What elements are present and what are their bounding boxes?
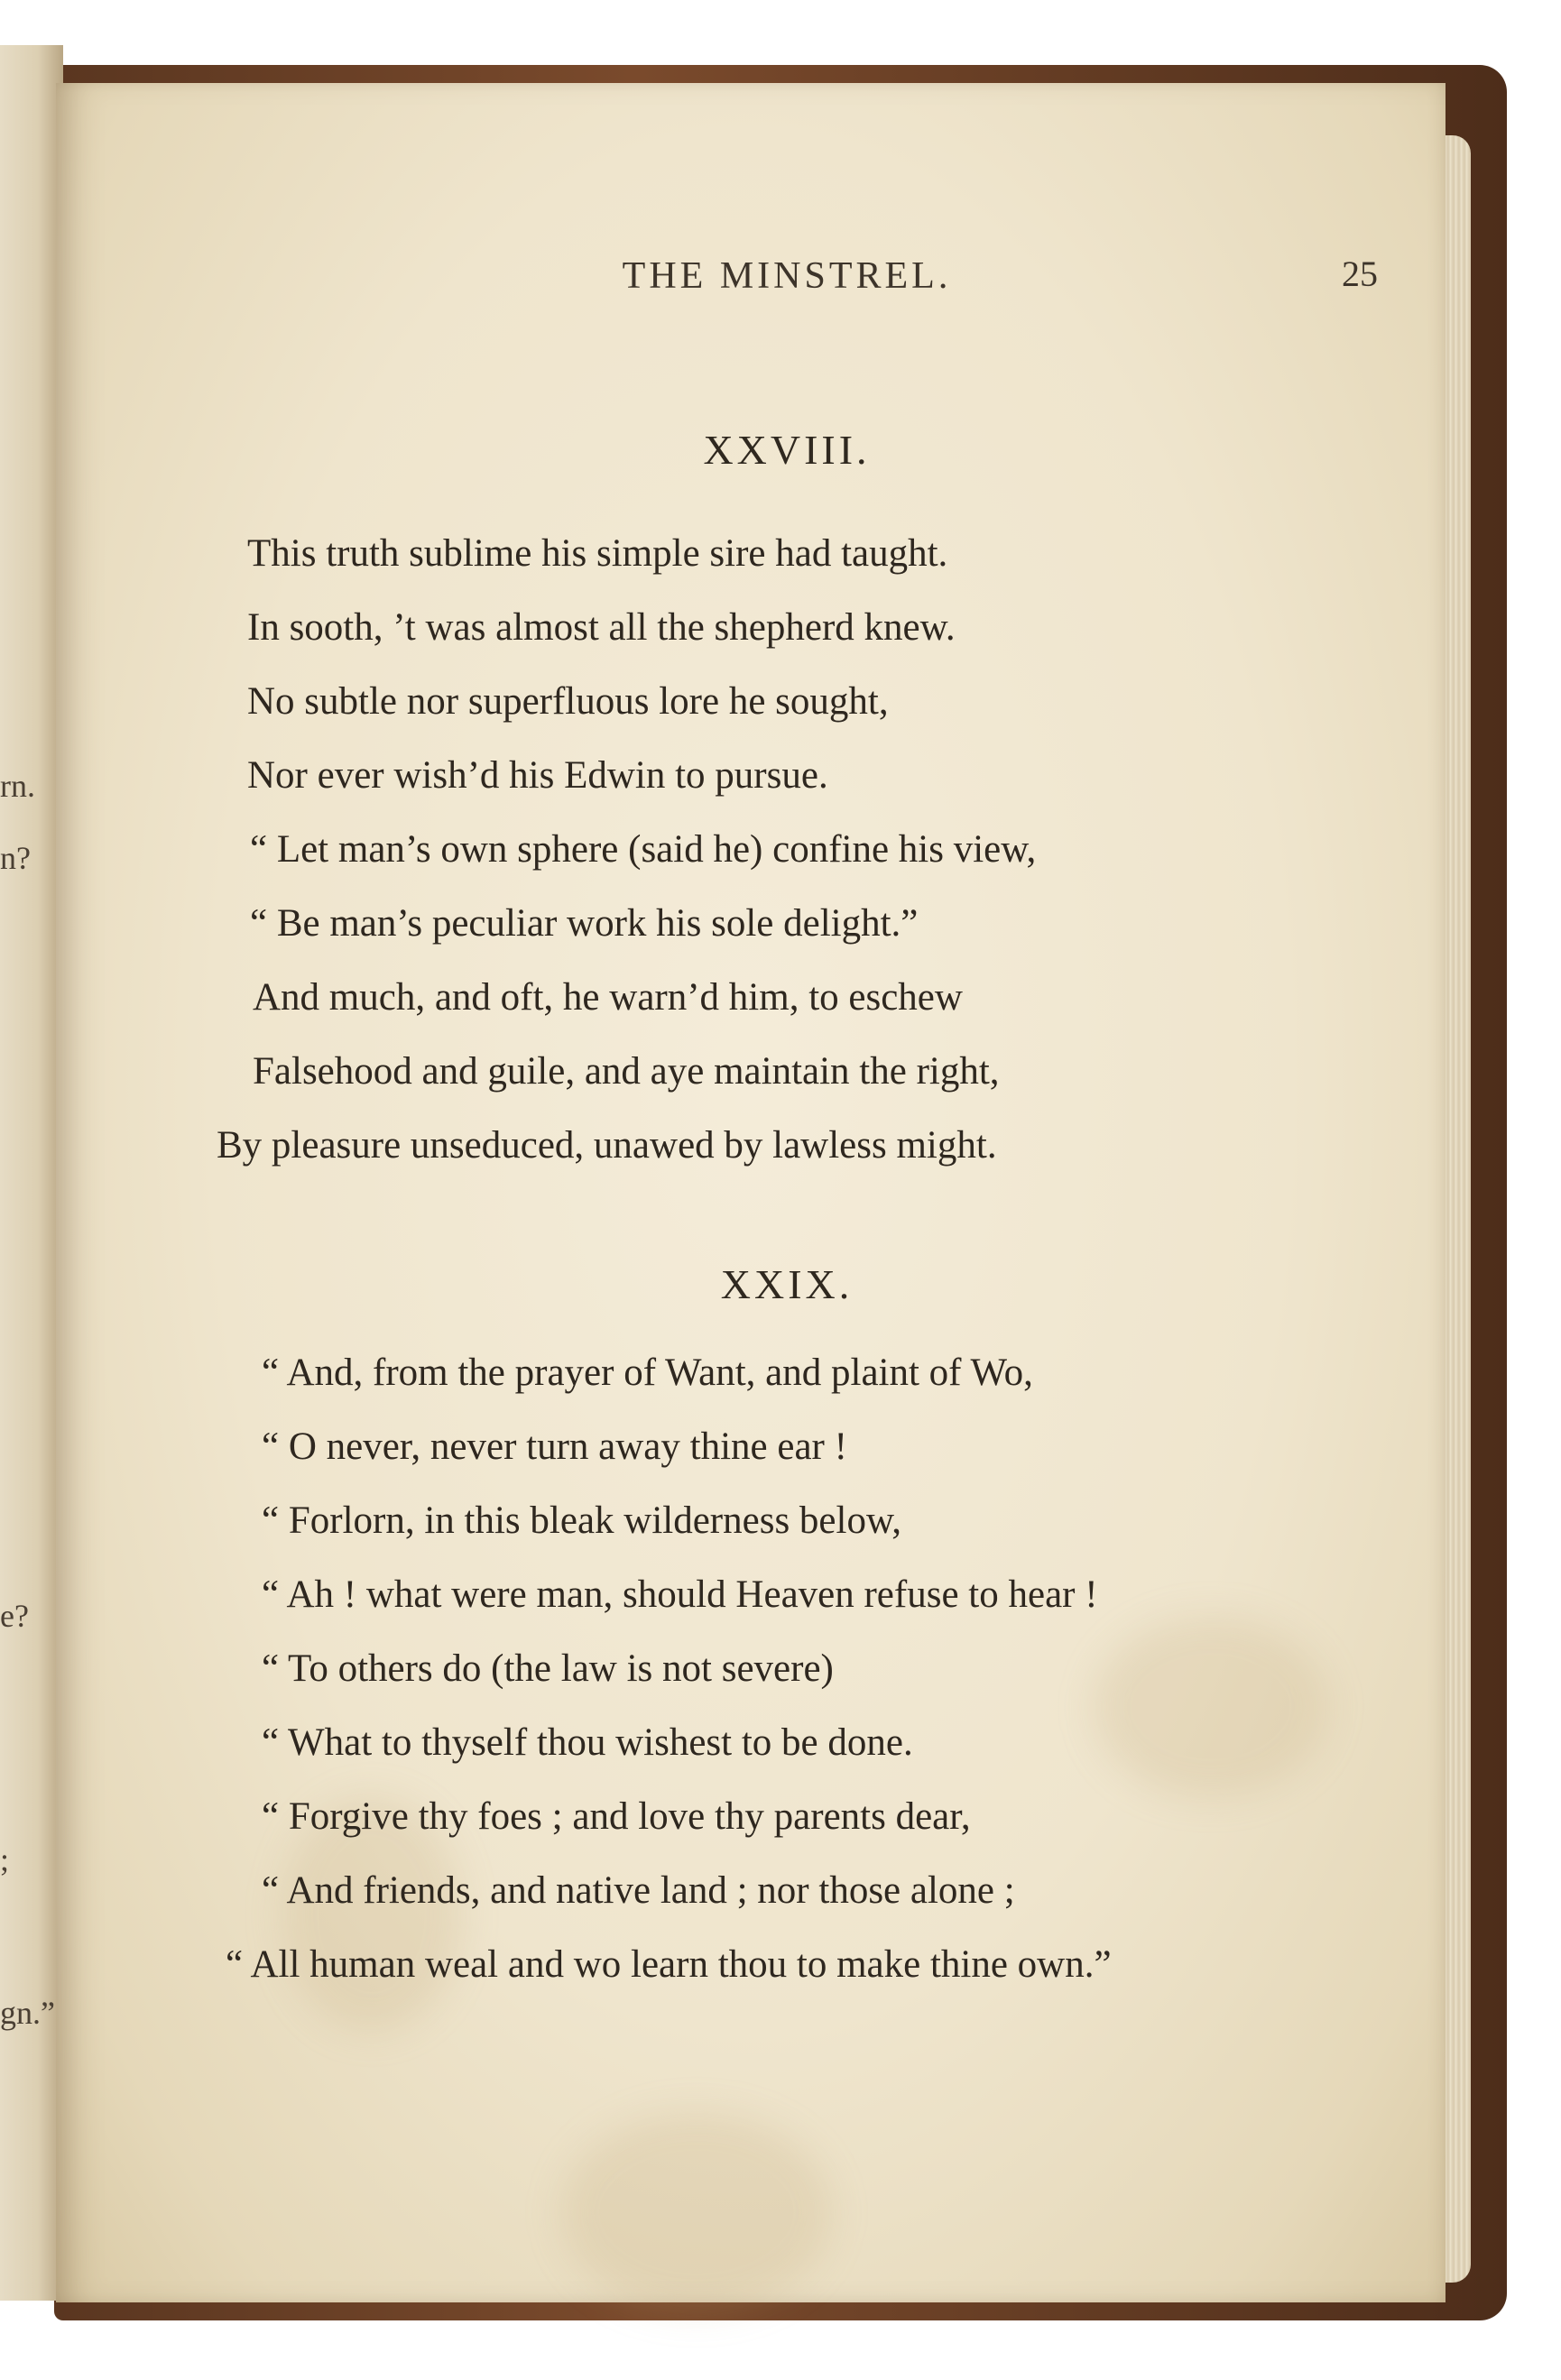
verse-line: “ Be man’s peculiar work his sole delight.”: [250, 902, 919, 945]
verse-line: In sooth, ’t was almost all the shepherd knew.: [247, 606, 956, 649]
left-page-fragment: n?: [0, 840, 31, 876]
verse-line: No subtle nor superfluous lore he sought,: [247, 680, 889, 723]
stanza-number: XXVIII.: [703, 427, 871, 473]
verse-line: “ Ah ! what were man, should Heaven refuse to hear !: [262, 1573, 1098, 1616]
verse-line: And much, and oft, he warn’d him, to eschew: [253, 976, 963, 1019]
verse-line: “ What to thyself thou wishest to be done.: [262, 1721, 913, 1764]
paper-stain: [561, 2113, 832, 2311]
verse-line: Falsehood and guile, and aye maintain the right,: [253, 1050, 1000, 1093]
left-page-fragment: e?: [0, 1598, 29, 1634]
verse-line: “ Forgive thy foes ; and love thy parents dear,: [262, 1795, 971, 1838]
verse-line: By pleasure unseduced, unawed by lawless might.: [217, 1124, 997, 1167]
left-page-edge: [0, 45, 63, 2301]
running-head-title: THE MINSTREL.: [622, 255, 952, 297]
stanza-number: XXIX.: [720, 1261, 854, 1307]
verse-line: “ O never, never turn away thine ear !: [262, 1425, 847, 1468]
page-number: 25: [1342, 254, 1378, 294]
verse-line: Nor ever wish’d his Edwin to pursue.: [247, 754, 828, 797]
verse-line: “ Let man’s own sphere (said he) confine his view,: [250, 828, 1037, 871]
running-head: [56, 254, 1446, 298]
verse-line: “ All human weal and wo learn thou to make thine own.”: [226, 1943, 1112, 1986]
right-page: [56, 83, 1446, 2302]
left-page-fragment: ;: [0, 1841, 10, 1877]
left-page-fragment: gn.”: [0, 1995, 55, 2031]
verse-line: “ And friends, and native land ; nor those alone ;: [262, 1869, 1015, 1912]
verse-line: “ And, from the prayer of Want, and plaint of Wo,: [262, 1351, 1033, 1394]
paper-stain: [1094, 1617, 1328, 1797]
verse-line: This truth sublime his simple sire had taught.: [247, 532, 948, 575]
left-page-fragment: rn.: [0, 768, 35, 804]
verse-line: “ Forlorn, in this bleak wilderness below,: [262, 1499, 901, 1542]
verse-line: “ To others do (the law is not severe): [262, 1647, 834, 1690]
